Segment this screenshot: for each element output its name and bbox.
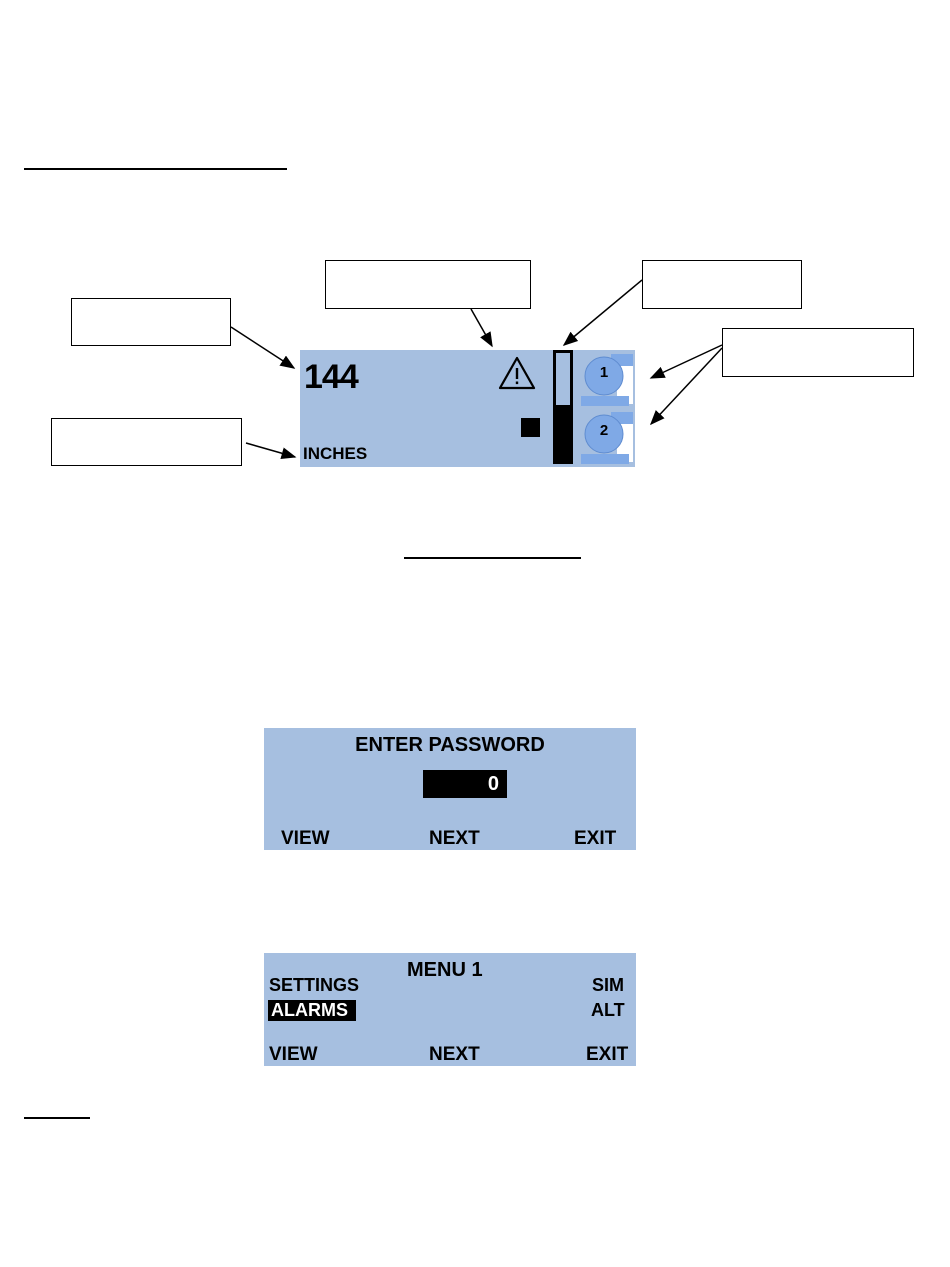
arrow-tank bbox=[564, 280, 642, 345]
menu-item-sim[interactable]: SIM bbox=[592, 975, 625, 995]
heading-underline-bottom bbox=[24, 1117, 90, 1119]
level-value: 144 bbox=[304, 358, 358, 396]
menu-item-settings[interactable]: SETTINGS bbox=[269, 975, 360, 995]
pump-1-number: 1 bbox=[599, 364, 609, 381]
tank-level-fill bbox=[556, 405, 570, 461]
menu-title: MENU 1 bbox=[407, 959, 483, 981]
softkey-next[interactable]: NEXT bbox=[429, 828, 480, 849]
pump-icon-1 bbox=[575, 350, 635, 406]
softkey-view[interactable]: VIEW bbox=[281, 828, 330, 849]
softkey-exit[interactable]: EXIT bbox=[586, 1044, 629, 1065]
pump-2-number: 2 bbox=[599, 422, 609, 439]
password-lcd-display bbox=[264, 728, 636, 850]
menu-lcd-display bbox=[264, 953, 636, 1066]
arrow-level bbox=[231, 327, 294, 368]
softkey-view[interactable]: VIEW bbox=[269, 1044, 318, 1065]
alarm-square-icon bbox=[521, 418, 540, 437]
main-lcd-display bbox=[300, 350, 635, 467]
softkey-exit[interactable]: EXIT bbox=[574, 828, 617, 849]
pump-icon-2 bbox=[575, 408, 635, 464]
arrow-alarm bbox=[471, 309, 492, 346]
arrow-units bbox=[246, 443, 295, 457]
warning-triangle-icon bbox=[497, 355, 537, 391]
password-title: ENTER PASSWORD bbox=[355, 734, 545, 756]
tank-level-icon bbox=[553, 350, 573, 464]
callout-arrows bbox=[0, 0, 950, 600]
units-label: INCHES bbox=[303, 444, 368, 463]
softkey-next[interactable]: NEXT bbox=[429, 1044, 480, 1065]
menu-item-alt[interactable]: ALT bbox=[591, 1000, 625, 1020]
arrow-pump-1 bbox=[651, 345, 722, 378]
menu-item-alarms[interactable]: ALARMS bbox=[268, 1000, 356, 1021]
password-input[interactable]: 0 bbox=[423, 770, 507, 798]
arrow-pump-2 bbox=[651, 348, 722, 424]
